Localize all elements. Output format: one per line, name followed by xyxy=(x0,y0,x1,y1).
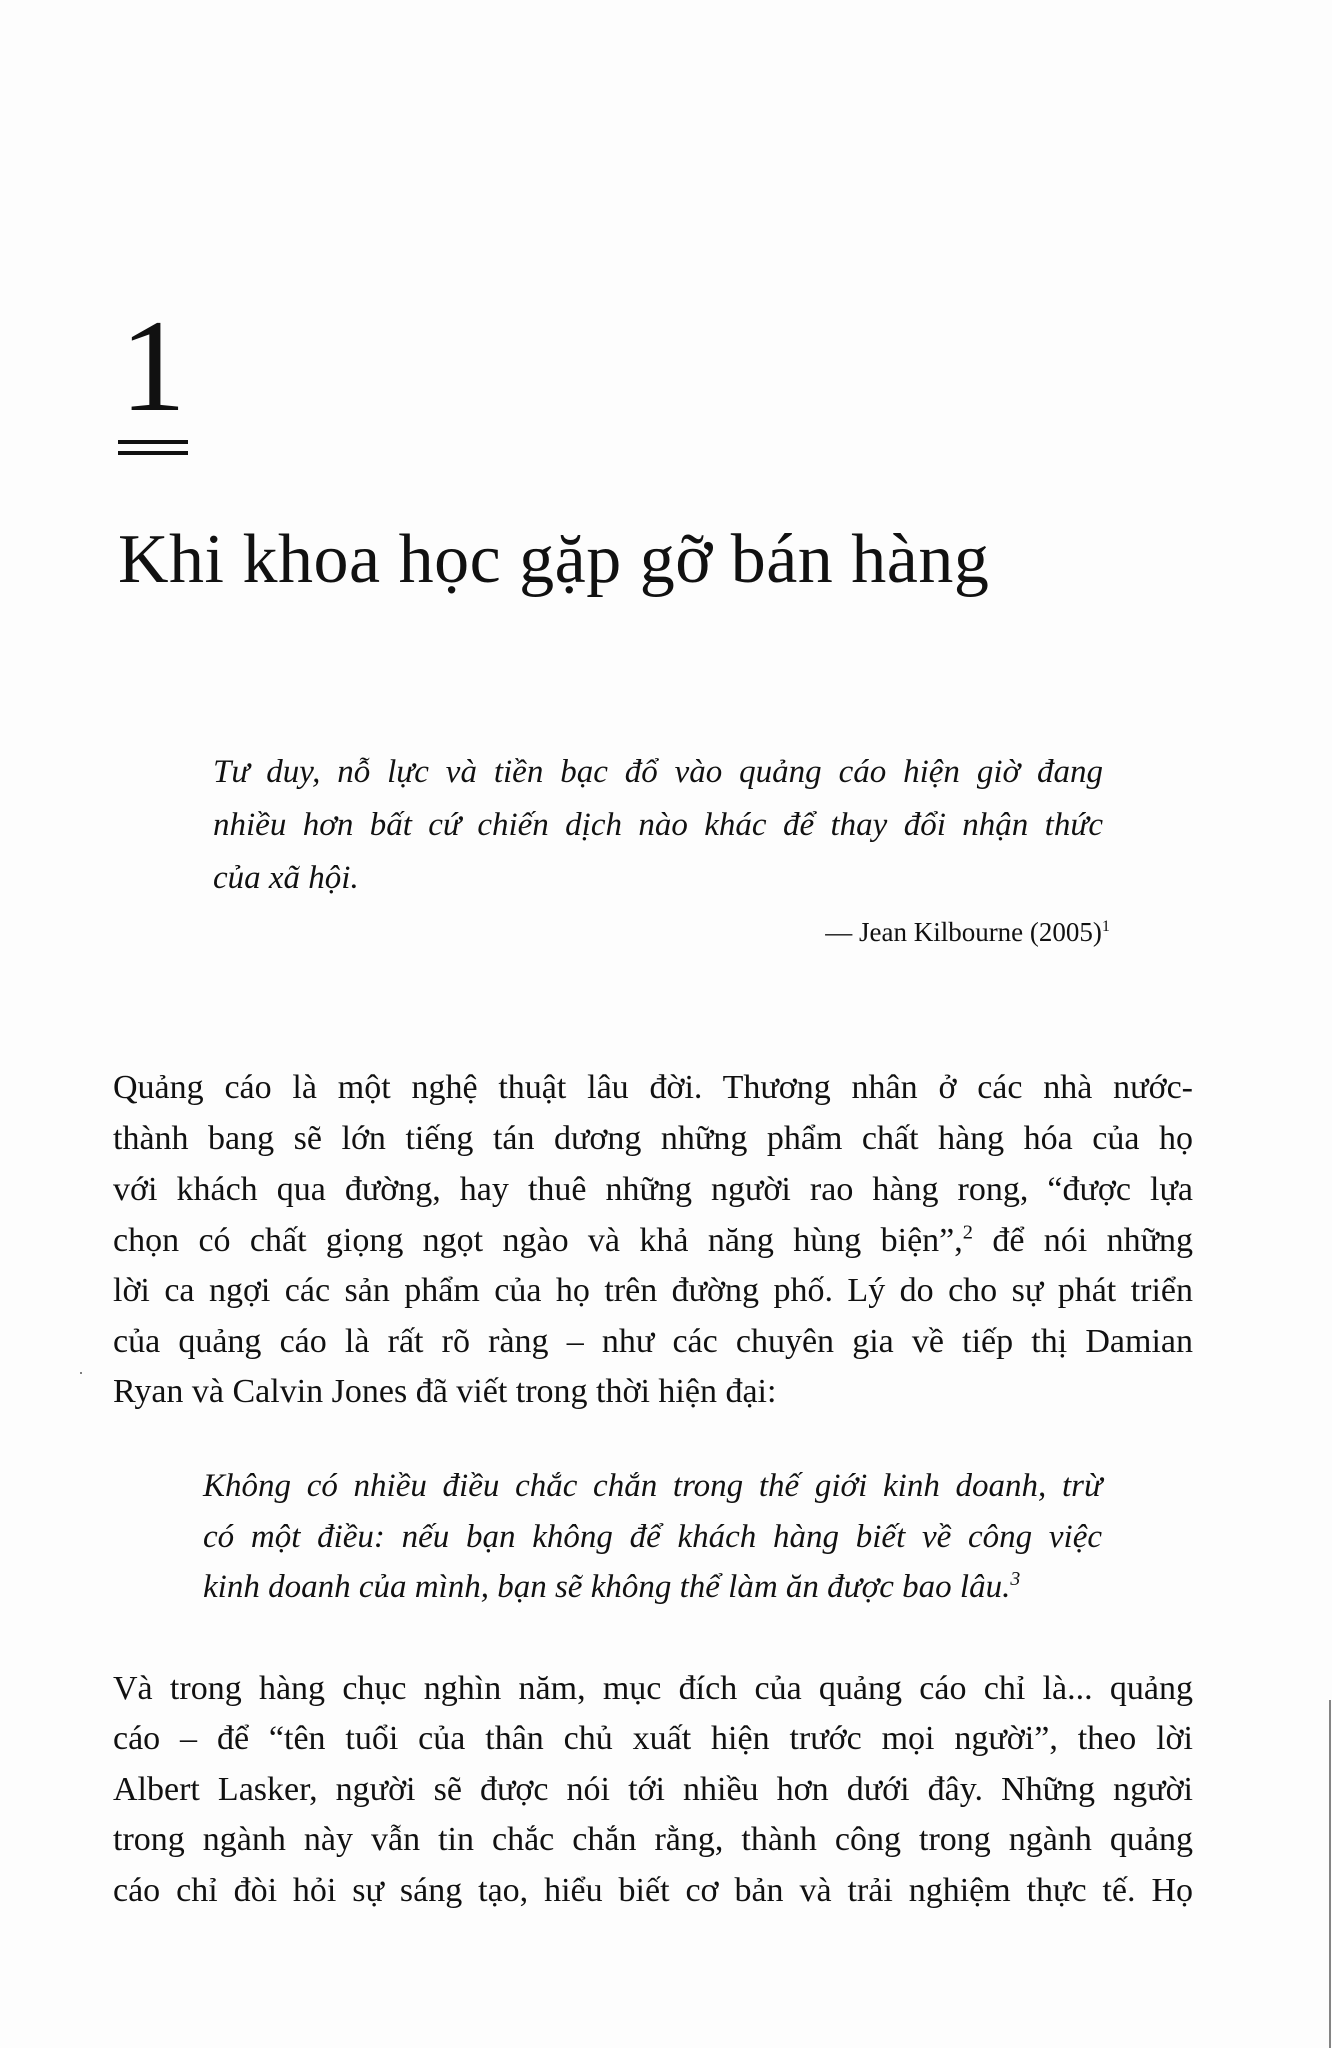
footnote-ref-2: 2 xyxy=(962,1221,973,1244)
attribution-text: — Jean Kilbourne (2005) xyxy=(825,917,1102,947)
paragraph-line xyxy=(113,1221,1193,1261)
line-text: kinh doanh của mình, bạn sẽ không thể làm ăn được bao lâu. xyxy=(203,1569,1011,1605)
epigraph-attribution xyxy=(825,912,1110,952)
paragraph-line: Và trong hàng chục nghìn năm, mục đích của quảng cáo chỉ là... quảng xyxy=(113,1670,1193,1707)
scan-edge xyxy=(1329,1700,1331,2048)
paragraph-line: cáo chỉ đòi hỏi sự sáng tạo, hiểu biết cơ bản và trải nghiệm thực tế. Họ xyxy=(113,1872,1193,1909)
epigraph-line: Tư duy, nỗ lực và tiền bạc đổ vào quảng cáo hiện giờ đang xyxy=(213,754,1103,790)
footnote-ref-1: 1 xyxy=(1101,917,1110,935)
epigraph-line: nhiều hơn bất cứ chiến dịch nào khác để thay đổi nhận thức xyxy=(213,807,1103,843)
quote-line: có một điều: nếu bạn không để khách hàng biết về công việc xyxy=(203,1519,1102,1555)
footnote-ref-3: 3 xyxy=(1010,1568,1021,1590)
paragraph-line: Albert Lasker, người sẽ được nói tới nhiều hơn dưới đây. Những người xyxy=(113,1771,1193,1808)
line-text: chọn có chất giọng ngọt ngào và khả năng hùng biện”, xyxy=(113,1222,963,1259)
scan-speck xyxy=(80,1372,82,1374)
chapter-rule-bottom xyxy=(118,451,188,455)
chapter-title: Khi khoa học gặp gỡ bán hàng xyxy=(118,521,990,598)
paragraph-line: thành bang sẽ lớn tiếng tán dương những phẩm chất hàng hóa của họ xyxy=(113,1120,1193,1157)
quote-line xyxy=(203,1567,1102,1607)
paragraph-line: trong ngành này vẫn tin chắc chắn rằng, thành công trong ngành quảng xyxy=(113,1821,1193,1858)
quote-line: Không có nhiều điều chắc chắn trong thế giới kinh doanh, trừ xyxy=(203,1468,1102,1504)
paragraph-line: lời ca ngợi các sản phẩm của họ trên đường phố. Lý do cho sự phát triển xyxy=(113,1272,1193,1309)
paragraph-line: của quảng cáo là rất rõ ràng – như các chuyên gia về tiếp thị Damian xyxy=(113,1323,1193,1360)
line-tail: để nói những xyxy=(972,1222,1194,1259)
paragraph-line: với khách qua đường, hay thuê những người rao hàng rong, “được lựa xyxy=(113,1171,1193,1208)
paragraph-line: cáo – để “tên tuổi của thân chủ xuất hiện trước mọi người”, theo lời xyxy=(113,1720,1193,1757)
chapter-number: 1 xyxy=(120,292,186,439)
paragraph-line: Ryan và Calvin Jones đã viết trong thời hiện đại: xyxy=(113,1373,777,1410)
chapter-rule-top xyxy=(118,440,188,444)
epigraph-line: của xã hội. xyxy=(213,860,359,896)
paragraph-line: Quảng cáo là một nghệ thuật lâu đời. Thương nhân ở các nhà nước- xyxy=(113,1069,1193,1106)
